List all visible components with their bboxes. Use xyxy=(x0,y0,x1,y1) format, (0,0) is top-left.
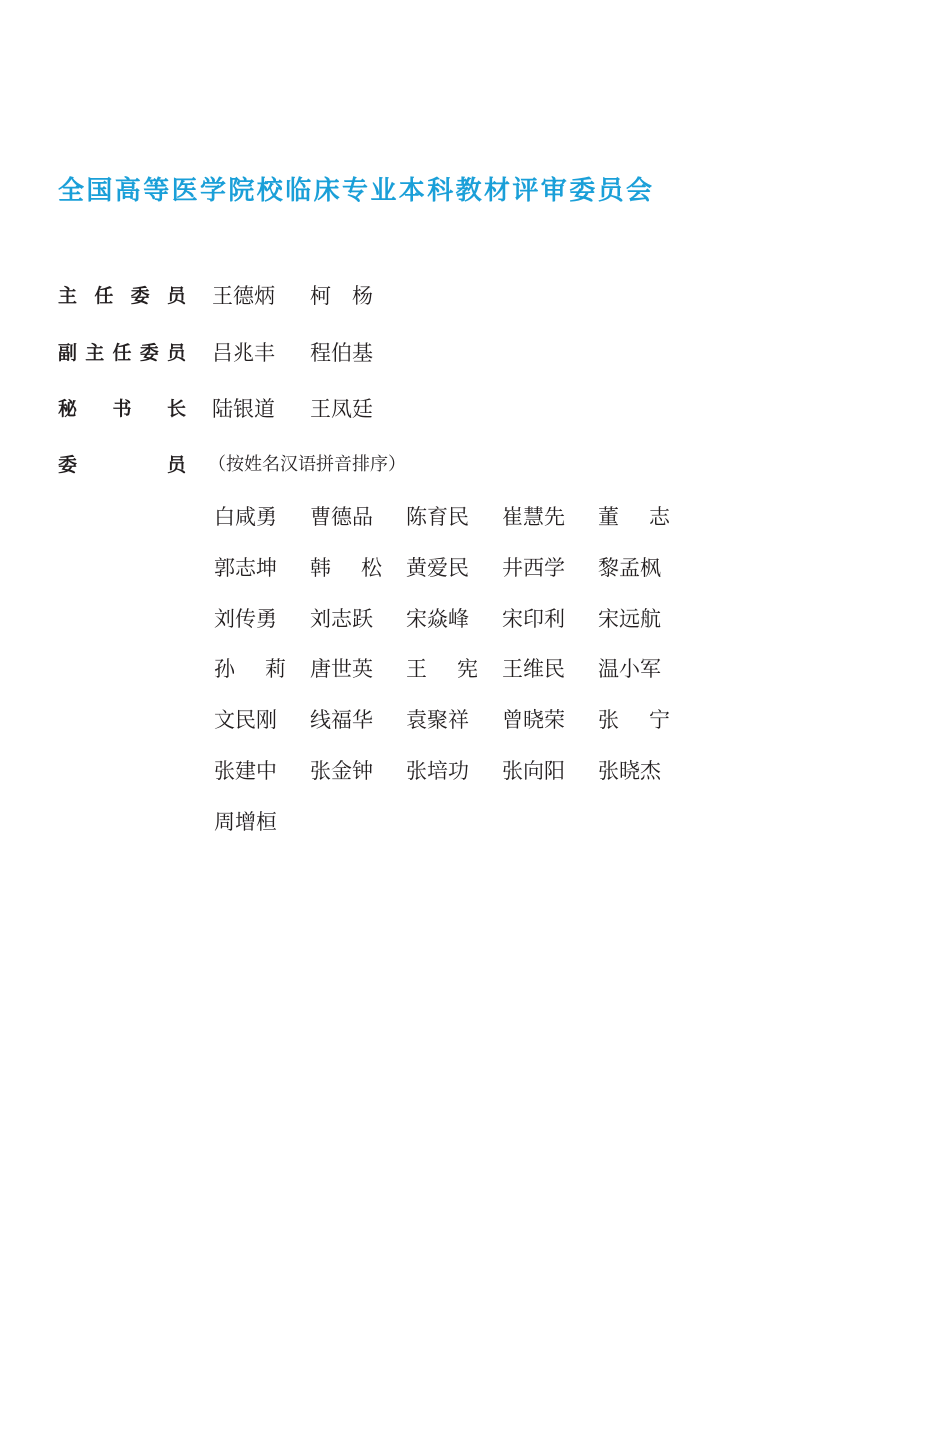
person-name: 柯 杨 xyxy=(310,284,373,308)
role-names xyxy=(212,280,382,312)
member-name: 宋印利 xyxy=(502,606,565,631)
member-name: 宋远航 xyxy=(598,606,661,631)
member-name: 刘传勇 xyxy=(214,606,277,631)
member-name: 文民刚 xyxy=(214,708,277,733)
member-name: 唐世英 xyxy=(310,657,373,682)
member-name: 黎孟枫 xyxy=(598,555,661,580)
person-name: 陆银道 xyxy=(212,397,275,421)
member-name: 张培功 xyxy=(406,758,469,783)
member-name: 董 志 xyxy=(598,505,670,529)
member-name: 袁聚祥 xyxy=(406,708,469,733)
member-name: 线福华 xyxy=(310,708,373,733)
members-sort-note: （按姓名汉语拼音排序） xyxy=(208,454,406,475)
member-name: 温小军 xyxy=(598,657,661,682)
member-name: 张建中 xyxy=(214,758,277,783)
members-grid xyxy=(214,500,694,856)
person-name: 王凤廷 xyxy=(310,397,373,421)
role-names xyxy=(212,337,382,369)
role-row-members xyxy=(58,449,406,481)
member-name: 王维民 xyxy=(502,657,565,682)
person-name: 吕兆丰 xyxy=(212,341,275,365)
role-label: 副 主 任 委 员 xyxy=(58,342,186,364)
member-name: 陈育民 xyxy=(406,505,469,529)
member-name: 曹德品 xyxy=(310,505,373,529)
member-name: 宋焱峰 xyxy=(406,606,469,631)
members-label: 委 员 xyxy=(58,454,186,476)
member-name: 张向阳 xyxy=(502,758,565,783)
role-label: 秘 书 长 xyxy=(58,398,186,420)
member-name: 曾晓荣 xyxy=(502,708,565,733)
person-name: 王德炳 xyxy=(212,284,275,308)
member-name: 孙 莉 xyxy=(214,657,286,682)
member-name: 崔慧先 xyxy=(502,505,565,529)
role-names xyxy=(212,393,382,425)
member-name: 郭志坤 xyxy=(214,555,277,580)
person-name: 程伯基 xyxy=(310,341,373,365)
member-name: 王 宪 xyxy=(406,657,478,682)
role-row-chair xyxy=(58,280,382,312)
role-row-secretary-general xyxy=(58,393,382,425)
member-name: 韩 松 xyxy=(310,555,382,580)
member-name: 张 宁 xyxy=(598,708,670,733)
role-row-vice-chair xyxy=(58,337,382,369)
member-name: 黄爱民 xyxy=(406,555,469,580)
member-name: 周增桓 xyxy=(214,809,277,834)
member-name: 刘志跃 xyxy=(310,606,373,631)
member-name: 井西学 xyxy=(502,555,565,580)
member-name: 张晓杰 xyxy=(598,758,661,783)
member-name: 白咸勇 xyxy=(214,505,277,529)
page-title: 全国高等医学院校临床专业本科教材评审委员会 xyxy=(58,176,655,206)
member-name: 张金钟 xyxy=(310,758,373,783)
role-label: 主 任 委 员 xyxy=(58,285,186,307)
